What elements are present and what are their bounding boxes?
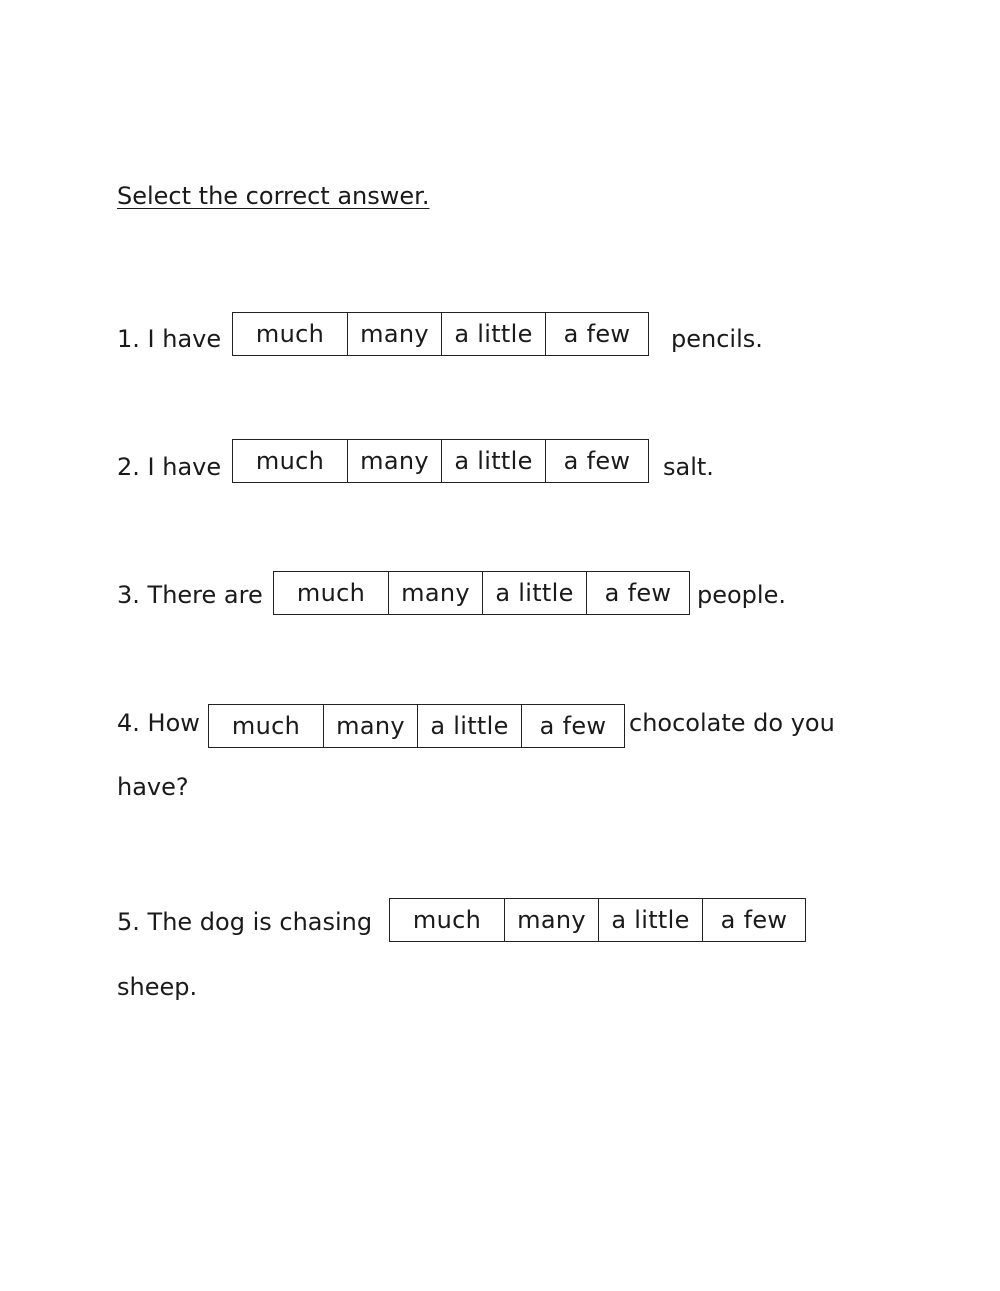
question-4-continuation: have? <box>117 773 189 801</box>
q5-option-much[interactable]: much <box>390 899 504 941</box>
question-1-suffix: pencils. <box>671 325 763 353</box>
question-2-suffix: salt. <box>663 453 714 481</box>
q3-option-much[interactable]: much <box>274 572 388 614</box>
q2-option-a-few[interactable]: a few <box>545 440 648 482</box>
question-2-prefix: 2. I have <box>117 453 222 481</box>
q4-option-many[interactable]: many <box>323 705 417 747</box>
question-4-choices <box>208 704 625 748</box>
q4-option-much[interactable]: much <box>209 705 323 747</box>
q3-option-a-few[interactable]: a few <box>586 572 689 614</box>
instruction-heading: Select the correct answer. <box>117 182 430 210</box>
q1-option-a-little[interactable]: a little <box>441 313 545 355</box>
question-1-choices <box>232 312 649 356</box>
q3-option-a-little[interactable]: a little <box>482 572 586 614</box>
question-5-prefix: 5. The dog is chasing <box>117 908 373 936</box>
q2-option-a-little[interactable]: a little <box>441 440 545 482</box>
question-4-suffix: chocolate do you <box>629 709 835 737</box>
q3-option-many[interactable]: many <box>388 572 482 614</box>
question-3-choices <box>273 571 690 615</box>
q1-option-many[interactable]: many <box>347 313 441 355</box>
question-4-prefix: 4. How <box>117 709 200 737</box>
question-5-choices <box>389 898 806 942</box>
question-3-prefix: 3. There are <box>117 581 263 609</box>
question-3-suffix: people. <box>697 581 786 609</box>
question-1-prefix: 1. I have <box>117 325 222 353</box>
q1-option-a-few[interactable]: a few <box>545 313 648 355</box>
q2-option-many[interactable]: many <box>347 440 441 482</box>
question-5-continuation: sheep. <box>117 973 198 1001</box>
question-2-choices <box>232 439 649 483</box>
q4-option-a-few[interactable]: a few <box>521 705 624 747</box>
q4-option-a-little[interactable]: a little <box>417 705 521 747</box>
q2-option-much[interactable]: much <box>233 440 347 482</box>
q5-option-many[interactable]: many <box>504 899 598 941</box>
q5-option-a-few[interactable]: a few <box>702 899 805 941</box>
q5-option-a-little[interactable]: a little <box>598 899 702 941</box>
q1-option-much[interactable]: much <box>233 313 347 355</box>
